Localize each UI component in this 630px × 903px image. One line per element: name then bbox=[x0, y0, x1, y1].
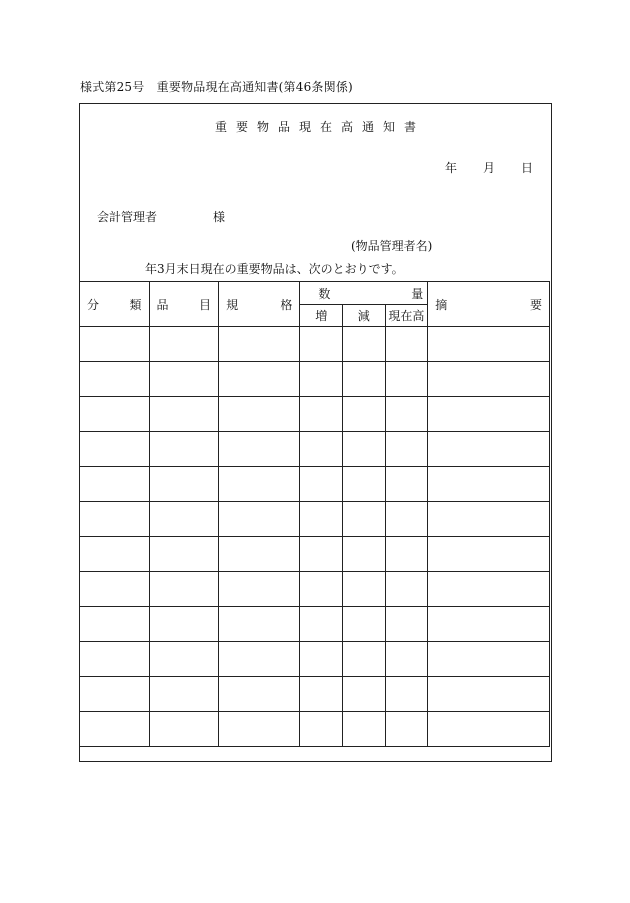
table-row bbox=[80, 607, 550, 642]
cell-remarks[interactable] bbox=[428, 397, 550, 432]
table-row bbox=[80, 502, 550, 537]
table-row bbox=[80, 432, 550, 467]
cell-category[interactable] bbox=[80, 642, 150, 677]
cell-spec[interactable] bbox=[219, 712, 300, 747]
cell-decrease[interactable] bbox=[343, 537, 386, 572]
cell-category[interactable] bbox=[80, 502, 150, 537]
table-row bbox=[80, 397, 550, 432]
cell-decrease[interactable] bbox=[343, 642, 386, 677]
cell-spec[interactable] bbox=[219, 642, 300, 677]
cell-increase[interactable] bbox=[300, 432, 343, 467]
cell-remarks[interactable] bbox=[428, 432, 550, 467]
date-month-label: 月 bbox=[482, 161, 495, 175]
cell-increase[interactable] bbox=[300, 397, 343, 432]
cell-decrease[interactable] bbox=[343, 432, 386, 467]
table-row bbox=[80, 467, 550, 502]
cell-remarks[interactable] bbox=[428, 537, 550, 572]
cell-remarks[interactable] bbox=[428, 642, 550, 677]
cell-increase[interactable] bbox=[300, 327, 343, 362]
cell-decrease[interactable] bbox=[343, 467, 386, 502]
cell-item[interactable] bbox=[149, 467, 219, 502]
cell-decrease[interactable] bbox=[343, 712, 386, 747]
cell-increase[interactable] bbox=[300, 537, 343, 572]
cell-decrease[interactable] bbox=[343, 362, 386, 397]
cell-current[interactable] bbox=[385, 572, 428, 607]
cell-item[interactable] bbox=[149, 537, 219, 572]
cell-current[interactable] bbox=[385, 642, 428, 677]
document-title: 重要物品現在高通知書 bbox=[214, 120, 425, 134]
cell-spec[interactable] bbox=[219, 537, 300, 572]
cell-decrease[interactable] bbox=[343, 677, 386, 712]
cell-item[interactable] bbox=[149, 607, 219, 642]
cell-item[interactable] bbox=[149, 432, 219, 467]
cell-item[interactable] bbox=[149, 642, 219, 677]
cell-current[interactable] bbox=[385, 537, 428, 572]
cell-remarks[interactable] bbox=[428, 502, 550, 537]
cell-increase[interactable] bbox=[300, 362, 343, 397]
cell-decrease[interactable] bbox=[343, 397, 386, 432]
header-quantity: 数 量 bbox=[300, 282, 428, 305]
table-row bbox=[80, 362, 550, 397]
cell-increase[interactable] bbox=[300, 572, 343, 607]
cell-category[interactable] bbox=[80, 607, 150, 642]
cell-increase[interactable] bbox=[300, 502, 343, 537]
cell-category[interactable] bbox=[80, 537, 150, 572]
cell-category[interactable] bbox=[80, 397, 150, 432]
cell-spec[interactable] bbox=[219, 432, 300, 467]
cell-item[interactable] bbox=[149, 572, 219, 607]
cell-remarks[interactable] bbox=[428, 362, 550, 397]
header-decrease: 減 bbox=[343, 305, 386, 327]
sender-name-label: (物品管理者名) bbox=[351, 239, 433, 253]
cell-current[interactable] bbox=[385, 677, 428, 712]
header-current: 現在高 bbox=[385, 305, 428, 327]
cell-current[interactable] bbox=[385, 397, 428, 432]
form-number-label: 様式第25号 重要物品現在高通知書(第46条関係) bbox=[80, 80, 353, 94]
cell-spec[interactable] bbox=[219, 572, 300, 607]
cell-current[interactable] bbox=[385, 502, 428, 537]
table-row bbox=[80, 327, 550, 362]
date-line bbox=[445, 159, 533, 176]
cell-category[interactable] bbox=[80, 432, 150, 467]
cell-increase[interactable] bbox=[300, 712, 343, 747]
date-year-label: 年 bbox=[444, 161, 457, 175]
cell-current[interactable] bbox=[385, 327, 428, 362]
table-body bbox=[80, 327, 550, 747]
header-item: 品 目 bbox=[149, 282, 219, 327]
addressee-title: 会計管理者 bbox=[97, 210, 158, 224]
cell-item[interactable] bbox=[149, 502, 219, 537]
table-row bbox=[80, 537, 550, 572]
cell-remarks[interactable] bbox=[428, 327, 550, 362]
cell-spec[interactable] bbox=[219, 467, 300, 502]
date-day-label: 日 bbox=[520, 161, 533, 175]
cell-increase[interactable] bbox=[300, 677, 343, 712]
cell-current[interactable] bbox=[385, 362, 428, 397]
cell-category[interactable] bbox=[80, 362, 150, 397]
cell-spec[interactable] bbox=[219, 327, 300, 362]
cell-remarks[interactable] bbox=[428, 607, 550, 642]
cell-spec[interactable] bbox=[219, 397, 300, 432]
cell-item[interactable] bbox=[149, 362, 219, 397]
cell-spec[interactable] bbox=[219, 677, 300, 712]
cell-current[interactable] bbox=[385, 712, 428, 747]
cell-category[interactable] bbox=[80, 712, 150, 747]
addressee-line bbox=[97, 208, 225, 225]
cell-spec[interactable] bbox=[219, 362, 300, 397]
cell-decrease[interactable] bbox=[343, 502, 386, 537]
cell-remarks[interactable] bbox=[428, 467, 550, 502]
cell-current[interactable] bbox=[385, 432, 428, 467]
cell-decrease[interactable] bbox=[343, 327, 386, 362]
cell-spec[interactable] bbox=[219, 607, 300, 642]
cell-item[interactable] bbox=[149, 397, 219, 432]
cell-remarks[interactable] bbox=[428, 677, 550, 712]
cell-current[interactable] bbox=[385, 607, 428, 642]
cell-increase[interactable] bbox=[300, 467, 343, 502]
cell-category[interactable] bbox=[80, 467, 150, 502]
cell-remarks[interactable] bbox=[428, 712, 550, 747]
cell-item[interactable] bbox=[149, 327, 219, 362]
cell-increase[interactable] bbox=[300, 607, 343, 642]
cell-increase[interactable] bbox=[300, 642, 343, 677]
cell-current[interactable] bbox=[385, 467, 428, 502]
cell-item[interactable] bbox=[149, 712, 219, 747]
header-category: 分 類 bbox=[80, 282, 150, 327]
cell-item[interactable] bbox=[149, 677, 219, 712]
goods-table bbox=[79, 281, 550, 747]
cell-category[interactable] bbox=[80, 327, 150, 362]
cell-decrease[interactable] bbox=[343, 572, 386, 607]
cell-decrease[interactable] bbox=[343, 607, 386, 642]
header-increase: 増 bbox=[300, 305, 343, 327]
cell-category[interactable] bbox=[80, 572, 150, 607]
cell-remarks[interactable] bbox=[428, 572, 550, 607]
table-row bbox=[80, 572, 550, 607]
cell-spec[interactable] bbox=[219, 502, 300, 537]
body-text: 年3月末日現在の重要物品は、次のとおりです。 bbox=[145, 262, 404, 276]
table-row bbox=[80, 642, 550, 677]
honorific: 様 bbox=[213, 210, 226, 224]
table-row bbox=[80, 712, 550, 747]
header-spec: 規 格 bbox=[219, 282, 300, 327]
table-row bbox=[80, 677, 550, 712]
cell-category[interactable] bbox=[80, 677, 150, 712]
header-remarks: 摘 要 bbox=[428, 282, 550, 327]
notice-form bbox=[79, 103, 552, 762]
